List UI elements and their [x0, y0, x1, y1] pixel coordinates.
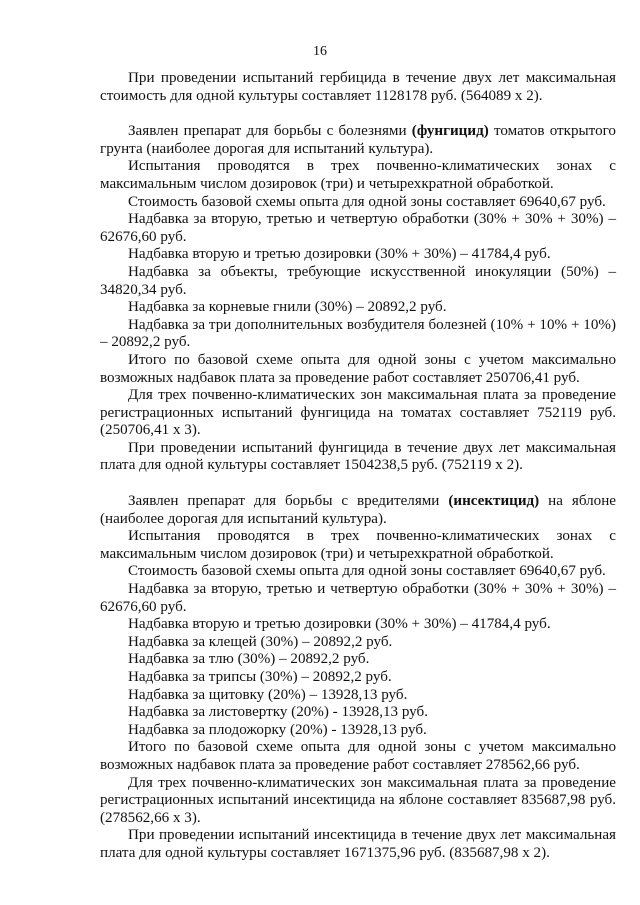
paragraph: Надбавка за вторую, третью и четвертую обработки (30% + 30% + 30%) – 62676,60 руб.	[100, 581, 616, 615]
paragraph: Стоимость базовой схемы опыта для одной зоны составляет 69640,67 руб.	[128, 563, 606, 580]
paragraph: Итого по базовой схеме опыта для одной зоны с учетом максимально возможных надбавок плата за проведение работ составляет 250706,41 руб.	[100, 351, 616, 386]
paragraph: Итого по базовой схеме опыта для одной зоны с учетом максимально возможных надбавок плата за проведение работ составляет 278562,66 руб.	[100, 739, 616, 773]
bold-term: (инсектицид)	[448, 493, 540, 510]
paragraph: При проведении испытаний фунгицида в течение двух лет максимальная плата для одной культуры составляет 1504238,5 руб. (752119 х 2).	[100, 439, 616, 474]
paragraph: Испытания проводятся в трех почвенно-климатических зонах с максимальным числом дозировок (три) и четырехкратной обработкой.	[100, 528, 616, 562]
paragraph-insecticide-intro: Заявлен препарат для борьбы с вредителями (инсектицид) на яблоне (наиболее дорогая для испытаний культура).	[100, 493, 616, 527]
section-gap	[100, 105, 616, 123]
page-number: 16	[313, 44, 327, 59]
section-gap	[100, 475, 616, 493]
paragraph: Надбавка за щитовку (20%) – 13928,13 руб.	[128, 686, 408, 703]
paragraph: Для трех почвенно-климатических зон максимальная плата за проведение регистрационных испытаний фунгицида на томатах составляет 752119 руб. (250706,41 х 3).	[100, 387, 616, 439]
paragraph: Надбавка за вторую, третью и четвертую обработки (30% + 30% + 30%) – 62676,60 руб.	[100, 211, 616, 245]
paragraph: Надбавка вторую и третью дозировки (30% + 30%) – 41784,4 руб.	[128, 616, 551, 633]
paragraph: Для трех почвенно-климатических зон максимальная плата за проведение регистрационных испытаний инсектицида на яблоне составляет 835687,98 руб. (278562,66 х 3).	[100, 774, 616, 826]
paragraph: Стоимость базовой схемы опыта для одной зоны составляет 69640,67 руб.	[128, 193, 606, 210]
paragraph-fungicide-intro: Заявлен препарат для борьбы с болезнями (фунгицид) томатов открытого грунта (наиболее дорогая для испытаний культура).	[100, 123, 616, 157]
paragraph: Надбавка за объекты, требующие искусственной инокуляции (50%) – 34820,34 руб.	[100, 263, 616, 298]
paragraph: Надбавка за плодожорку (20%) - 13928,13 руб.	[128, 721, 427, 738]
paragraph: Надбавка за корневые гнили (30%) – 20892,2 руб.	[128, 299, 447, 316]
paragraph: Надбавка вторую и третью дозировки (30% + 30%) – 41784,4 руб.	[128, 246, 551, 263]
document-body	[100, 70, 616, 863]
paragraph: Надбавка за три дополнительных возбудителя болезней (10% + 10% + 10%) – 20892,2 руб.	[100, 316, 616, 351]
paragraph: При проведении испытаний инсектицида в течение двух лет максимальная плата для одной культуры составляет 1671375,96 руб. (835687,98 х 2).	[100, 827, 616, 861]
paragraph: Надбавка за трипсы (30%) – 20892,2 руб.	[128, 669, 392, 685]
paragraph: При проведении испытаний гербицида в течение двух лет максимальная стоимость для одной культуры составляет 1128178 руб. (564089 х 2).	[100, 70, 616, 104]
paragraph: Испытания проводятся в трех почвенно-климатических зонах с максимальным числом дозировок (три) и четырехкратной обработкой.	[100, 158, 616, 192]
paragraph: Надбавка за тлю (30%) – 20892,2 руб.	[128, 651, 370, 668]
paragraph: Надбавка за листовертку (20%) - 13928,13 руб.	[128, 704, 428, 721]
bold-term: (фунгицид)	[411, 123, 489, 140]
paragraph: Надбавка за клещей (30%) – 20892,2 руб.	[128, 633, 393, 650]
